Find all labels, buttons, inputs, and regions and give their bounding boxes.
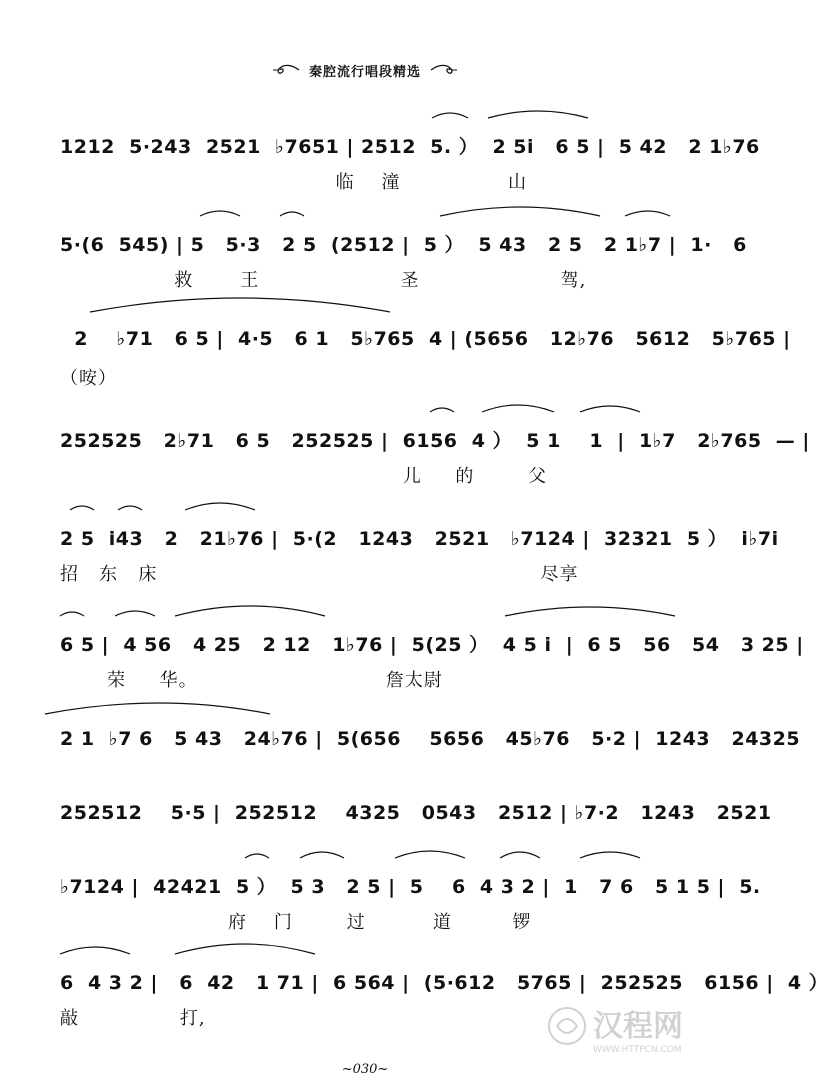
watermark-logo — [545, 1000, 715, 1060]
lyrics-row: 儿 的 父 — [60, 466, 548, 487]
notation-row: 2 ♭71 6 5 | 4·5 6 1 5♭765 4 | (5656 12♭76 5612 5♭765 | — [60, 328, 791, 350]
notation-row: 5·(6 545) | 5 5·3 2 5 (2512 | 5 ） 5 43 2 5 2 1♭7 | 1· 6 — [60, 234, 747, 256]
lyrics-row: 招 东 床 尽享 — [60, 564, 579, 585]
page-number: ~030~ — [341, 1062, 389, 1077]
lyrics-row: （咹） — [60, 368, 117, 389]
lyrics-row: 救 王 圣 驾, — [60, 270, 587, 291]
lyrics-row: 敲 打, — [60, 1008, 206, 1029]
lyrics-row: 府 门 过 道 锣 — [60, 912, 532, 933]
page-title: 秦腔流行唱段精选 — [308, 64, 421, 80]
notation-row: 1212 5·243 2521 ♭7651 | 2512 5. ） 2 5i 6 5 | 5 42 2 1♭76 — [60, 136, 760, 158]
notation-row: 2 1 ♭7 6 5 43 24♭76 | 5(656 5656 45♭76 5·2 | 1243 24325 — [60, 728, 801, 750]
lyrics-row: 临 潼 山 — [60, 172, 528, 193]
notation-row: ♭7124 | 42421 5 ） 5 3 2 5 | 5 6 4 3 2 | 1 7 6 5 1 5 | 5. — [60, 876, 761, 898]
page-header — [0, 58, 730, 82]
watermark-url: WWW.HTTPCN.COM — [593, 1045, 682, 1055]
watermark-text: 汉程网 — [593, 1009, 683, 1044]
notation-row: 252512 5·5 | 252512 4325 0543 2512 | ♭7·2 1243 2521 — [60, 802, 772, 824]
right-flourish-icon — [429, 63, 459, 77]
notation-row: 2 5 i43 2 21♭76 | 5·(2 1243 2521 ♭7124 | 32321 5 ） i♭7i — [60, 528, 779, 550]
left-flourish-icon — [271, 63, 301, 77]
notation-row: 6 4 3 2 | 6 42 1 71 | 6 564 | (5·612 5765 | 252525 6156 | 4 ） — [60, 972, 828, 994]
lyrics-row: 荣 华。 詹太尉 — [60, 670, 443, 691]
notation-row: 6 5 | 4 56 4 25 2 12 1♭76 | 5(25 ） 4 5 i | 6 5 56 54 3 25 | — [60, 634, 804, 656]
notation-row: 252525 2♭71 6 5 252525 | 6156 4 ） 5 1 1 | 1♭7 2♭765 — | — [60, 430, 810, 452]
